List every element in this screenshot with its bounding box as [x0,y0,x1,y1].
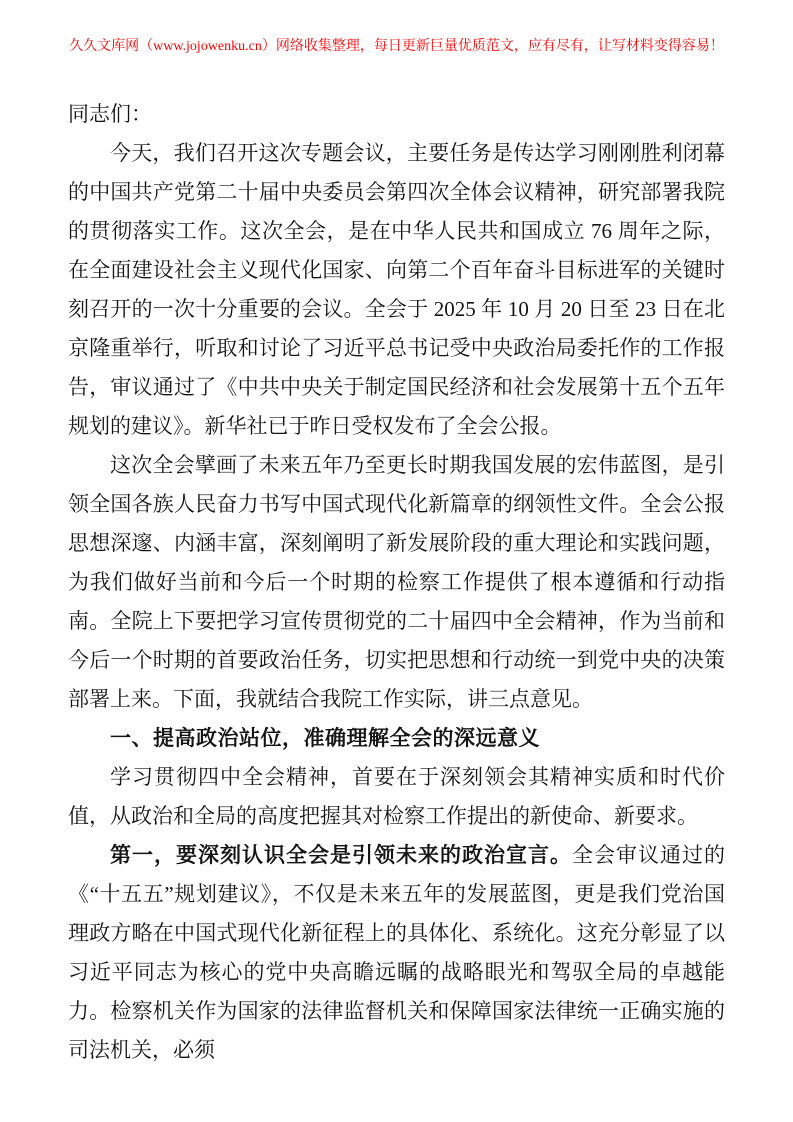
paragraph-4-bold-lead: 第一，要深刻认识全会是引领未来的政治宣言。 [110,843,572,867]
section-heading-1: 一、提高政治站位，准确理解全会的深远意义 [110,726,540,750]
document-body [68,95,725,1070]
paragraph-1: 今天，我们召开这次专题会议，主要任务是传达学习刚刚胜利闭幕的中国共产党第二十届中央委员会第四次全体会议精神，研究部署我院的贯彻落实工作。这次全会，是在中华人民共和国成立 76 周年之际，在全面建设社会主义现代化国家、向第二个百年奋斗目标进军的关键时刻召开的一次十分重要的会议。全会于 2025 年 10 月 20 日至 23 日在北京隆重举行，听取和讨论了习近平总书记受中央政治局委托作的工作报告，审议通过了《中共中央关于制定国民经济和社会发展第十五个五年规划的建议》。新华社已于昨日受权发布了全会公报。 [68,141,725,438]
salutation: 同志们： [68,102,152,126]
paragraph-2: 这次全会擘画了未来五年乃至更长时期我国发展的宏伟蓝图，是引领全国各族人民奋力书写中国式现代化新篇章的纲领性文件。全会公报思想深邃、内涵丰富，深刻阐明了新发展阶段的重大理论和实践问题，为我们做好当前和今后一个时期的检察工作提供了根本遵循和行动指南。全院上下要把学习宣传贯彻党的二十届四中全会精神，作为当前和今后一个时期的首要政治任务，切实把思想和行动统一到党中央的决策部署上来。下面，我就结合我院工作实际，讲三点意见。 [68,453,725,711]
site-watermark-header [0,0,793,56]
paragraph-4 [68,836,725,1070]
paragraph-3: 学习贯彻四中全会精神，首要在于深刻领会其精神实质和时代价值，从政治和全局的高度把握其对检察工作提出的新使命、新要求。 [68,765,725,828]
watermark-text: 久久文库网（www.jojowenku.cn）网络收集整理，每日更新巨量优质范文，应有尽有，让写材料变得容易！ [69,39,724,54]
paragraph-4-rest: 全会审议通过的《“十五五”规划建议》，不仅是未来五年的发展蓝图，更是我们党治国理政方略在中国式现代化新征程上的具体化、系统化。这充分彰显了以习近平同志为核心的党中央高瞻远瞩的战略眼光和驾驭全局的卓越能力。检察机关作为国家的法律监督机关和保障国家法律统一正确实施的司法机关，必须 [68,843,725,1062]
